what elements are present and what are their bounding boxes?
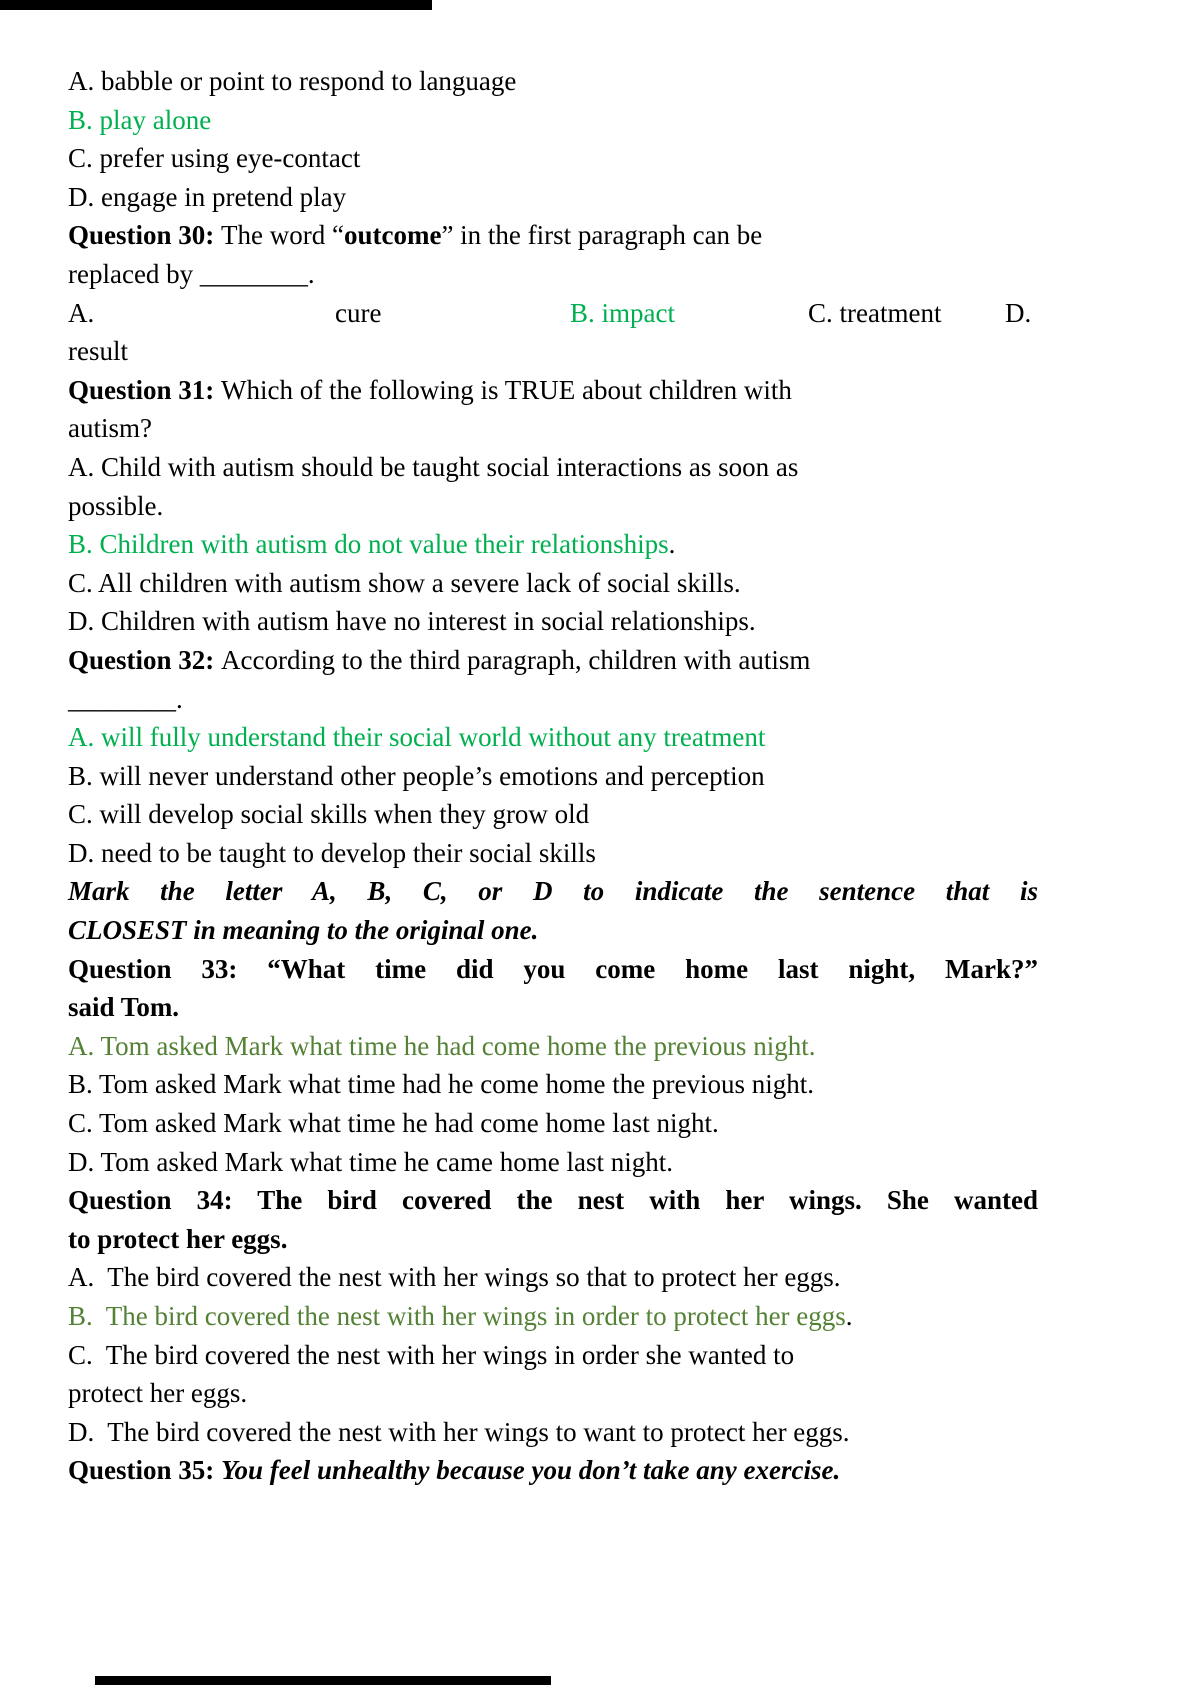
question-30-options-row [68,294,1038,333]
top-border-bar [0,0,432,10]
text-segment: Question 35: [68,1455,222,1486]
text-segment: D. engage in pretend play [68,181,347,212]
question-32-blank [68,680,1038,719]
text-segment: protect her eggs. [68,1378,248,1409]
question-34-text-wrap [68,1220,1038,1259]
text-segment: Question 34: The bird covered the nest with her wings. She wanted [68,1185,1038,1216]
text-segment: C. All children with autism show a severe lack of social skills. [68,567,741,598]
answer-option-c [68,1336,1038,1375]
text-segment: to protect her eggs. [68,1223,288,1254]
question-33-text [68,950,1038,989]
answer-option-b-correct [68,1297,1038,1336]
footer-divider-bar [95,1676,551,1685]
text-segment: D. need to be taught to develop their social skills [68,837,596,868]
text-segment: B. Tom asked Mark what time had he come home the previous night. [68,1069,814,1100]
text-segment: Question 30: [68,220,222,251]
text-segment: According to the third paragraph, children with autism [221,644,811,675]
question-31-text [68,371,1038,410]
text-segment: Question 32: [68,644,222,675]
option-item: C. treatment [808,297,942,328]
answer-option-a-correct [68,718,1038,757]
text-segment: D. Tom asked Mark what time he came home last night. [68,1146,673,1177]
text-segment: A. will fully understand their social world without any treatment [68,722,766,753]
text-segment: The word “ [221,220,344,251]
answer-option-d [68,1143,1038,1182]
question-30-option-d-wrap [68,332,1038,371]
question-33-text-wrap [68,988,1038,1027]
text-segment: A. The bird covered the nest with her wings so that to protect her eggs. [68,1262,841,1293]
answer-option-b-correct [68,525,1038,564]
text-segment: CLOSEST in meaning to the original one. [68,915,539,946]
text-segment: result [68,336,128,367]
question-35-text [68,1451,1038,1490]
text-segment: possible. [68,490,164,521]
option-item: cure [335,297,382,328]
section-instruction-wrap [68,911,1038,950]
question-30-text-wrap [68,255,1038,294]
text-segment: said Tom. [68,992,180,1023]
answer-option-d [68,602,1038,641]
answer-option-c-wrap [68,1374,1038,1413]
text-segment: outcome [343,220,442,251]
question-32-text [68,641,1038,680]
question-30-text [68,216,1038,255]
option-item: B. impact [570,297,675,328]
answer-option-d [68,178,1038,217]
text-segment: C. The bird covered the nest with her wings in order she wanted to [68,1339,795,1370]
text-segment: B. Children with autism do not value their relationships [68,529,669,560]
text-segment: Mark the letter A, B, C, or D to indicate the sentence that is [68,876,1038,907]
text-segment: . [845,1301,853,1331]
text-segment: B. will never understand other people’s emotions and perception [68,760,765,791]
option-item: D. [1005,297,1032,328]
text-segment: ________. [68,683,183,714]
text-segment: Question 31: [68,374,222,405]
text-segment: ” in the first paragraph can be [441,220,763,251]
answer-option-d [68,1413,1038,1452]
answer-option-b [68,757,1038,796]
answer-option-b-correct [68,101,1038,140]
answer-option-d [68,834,1038,873]
text-segment: D. The bird covered the nest with her wings to want to protect her eggs. [68,1416,850,1447]
text-segment: B. play alone [68,104,212,135]
answer-option-c [68,795,1038,834]
text-segment: D. Children with autism have no interest in social relationships. [68,606,756,637]
option-item: A. [68,297,95,328]
text-segment: Which of the following is TRUE about children with [221,374,792,405]
answer-option-c [68,564,1038,603]
text-segment: Question 33: “What time did you come home last night, Mark?” [68,953,1038,984]
answer-option-a-wrap [68,487,1038,526]
text-segment: autism? [68,413,152,444]
answer-option-a [68,1258,1038,1297]
text-segment: . [668,529,676,560]
question-31-text-wrap [68,409,1038,448]
answer-option-c [68,1104,1038,1143]
text-segment: C. prefer using eye-contact [68,143,361,174]
answer-option-a-correct [68,1027,1038,1066]
text-segment: replaced by ________. [68,258,315,289]
text-segment: C. Tom asked Mark what time he had come home last night. [68,1108,719,1139]
text-segment: A. Child with autism should be taught social interactions as soon as [68,451,799,482]
text-segment: You feel unhealthy because you don’t take any exercise. [221,1455,841,1486]
answer-option-c [68,139,1038,178]
question-34-text [68,1181,1038,1220]
text-segment: C. will develop social skills when they grow old [68,799,590,830]
answer-option-a [68,448,1038,487]
section-instruction [68,872,1038,911]
text-segment: B. The bird covered the nest with her wings in order to protect her eggs [68,1301,846,1331]
document-body [68,62,1038,1490]
answer-option-a [68,62,1038,101]
text-segment: A. babble or point to respond to language [68,66,517,96]
answer-option-b [68,1065,1038,1104]
text-segment: A. Tom asked Mark what time he had come home the previous night. [68,1030,816,1061]
